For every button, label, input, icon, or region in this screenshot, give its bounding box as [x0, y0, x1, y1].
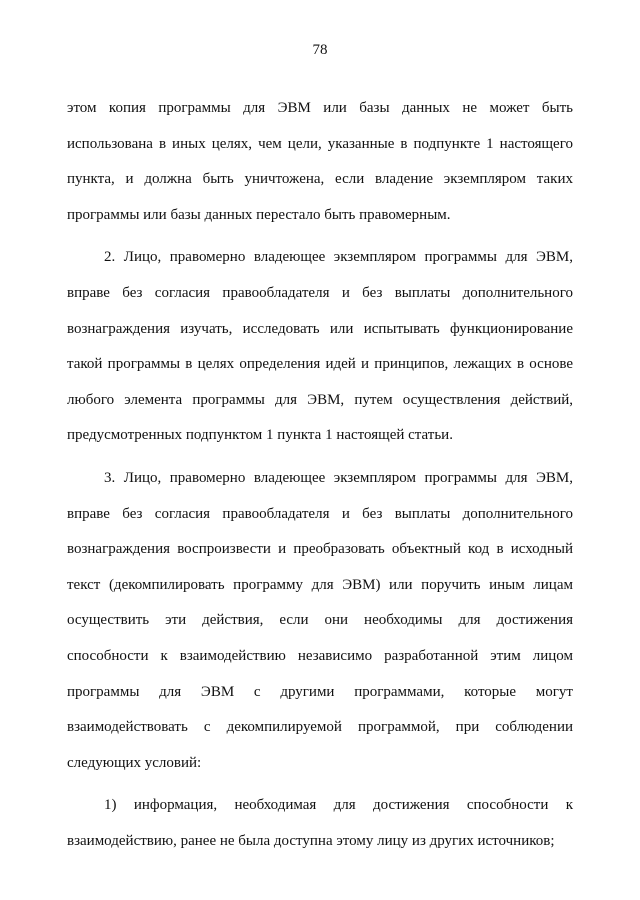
text-line: способности к взаимодействию независимо разработанной этим лицом: [67, 647, 573, 664]
text-line: вознаграждения воспроизвести и преобразовать объектный код в исходный: [67, 541, 573, 558]
text-line: 1) информация, необходимая для достижения способности к: [104, 797, 573, 814]
text-line: программы или базы данных перестало быть правомерным.: [67, 206, 451, 223]
text-line: текст (декомпилировать программу для ЭВМ) или поручить иным лицам: [67, 576, 573, 593]
paragraph-subitem-1: [67, 788, 573, 859]
text-line: следующих условий:: [67, 754, 202, 771]
text-line: вправе без согласия правообладателя и без выплаты дополнительного: [67, 284, 573, 301]
text-line: такой программы в целях определения идей и принципов, лежащих в основе: [67, 356, 573, 373]
paragraph-item-3: [67, 461, 573, 781]
text-line: этом копия программы для ЭВМ или базы данных не может быть: [67, 100, 573, 116]
text-line: использована в иных целях, чем цели, указанные в подпункте 1 настоящего: [67, 135, 573, 152]
text-line: 3. Лицо, правомерно владеющее экземпляром программы для ЭВМ,: [104, 469, 573, 486]
text-line: программы для ЭВМ с другими программами, которые могут: [67, 683, 573, 700]
page-number: 78: [312, 42, 328, 58]
text-line: пункта, и должна быть уничтожена, если владение экземпляром таких: [67, 171, 573, 188]
text-line: предусмотренных подпунктом 1 пункта 1 настоящей статьи.: [67, 427, 453, 444]
text-line: 2. Лицо, правомерно владеющее экземпляром программы для ЭВМ,: [104, 249, 573, 266]
text-line: вправе без согласия правообладателя и без выплаты дополнительного: [67, 505, 573, 522]
paragraph-item-2: [67, 240, 573, 454]
paragraph-continuation: [67, 91, 573, 233]
text-line: взаимодействию, ранее не была доступна этому лицу из других источников;: [67, 832, 555, 849]
text-line: взаимодействовать с декомпилируемой программой, при соблюдении: [67, 719, 573, 736]
document-body: [67, 91, 573, 859]
text-line: вознаграждения изучать, исследовать или испытывать функционирование: [67, 320, 573, 337]
text-line: осуществить эти действия, если они необходимы для достижения: [67, 612, 573, 629]
text-line: любого элемента программы для ЭВМ, путем осуществления действий,: [67, 391, 573, 408]
